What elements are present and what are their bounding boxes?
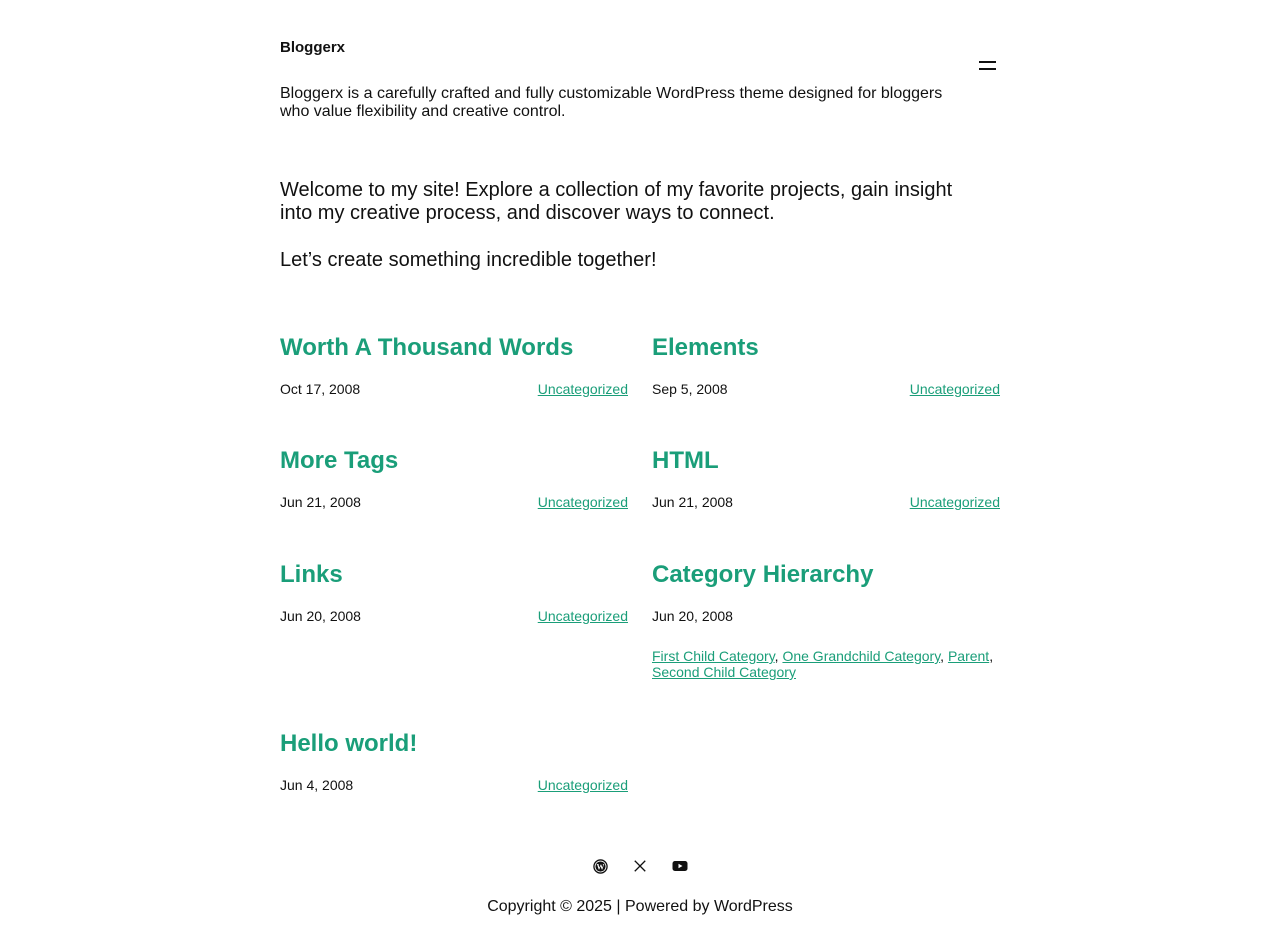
- intro-paragraph: Let’s create something incredible together!: [280, 249, 657, 271]
- post-category-link[interactable]: Uncategorized: [537, 777, 628, 793]
- social-links: [0, 858, 1280, 874]
- intro-paragraph: Welcome to my site! Explore a collection of my favorite projects, gain insight into my creative process, and discover ways to connect.: [280, 179, 953, 224]
- post-title-link[interactable]: Worth A Thousand Words: [280, 334, 574, 361]
- post-date: Jun 20, 2008: [280, 608, 361, 624]
- post-categories: First Child Category, One Grandchild Category, Parent, Second Child Category: [652, 648, 994, 680]
- post-date: Jun 21, 2008: [652, 494, 733, 510]
- post-category-link[interactable]: One Grandchild Category: [782, 648, 941, 664]
- post-card: [280, 730, 628, 793]
- post-category-link[interactable]: Uncategorized: [909, 381, 1000, 397]
- post-category-link[interactable]: Uncategorized: [537, 608, 628, 624]
- post-title-link[interactable]: More Tags: [280, 447, 399, 474]
- post-title-link[interactable]: Elements: [652, 334, 759, 361]
- post-category-link[interactable]: Uncategorized: [909, 494, 1000, 510]
- post-card: [280, 561, 628, 624]
- site-tagline: Bloggerx is a carefully crafted and fully customizable WordPress theme designed for bloggers who value flexibility and creative control.: [280, 85, 943, 120]
- hamburger-icon: [979, 61, 996, 63]
- post-title-link[interactable]: HTML: [652, 447, 719, 474]
- post-card: [280, 334, 628, 397]
- post-date: Jun 21, 2008: [280, 494, 361, 510]
- svg-text:W: W: [596, 861, 604, 871]
- post-date: Sep 5, 2008: [652, 381, 728, 397]
- post-category-link[interactable]: Uncategorized: [537, 494, 628, 510]
- site-title[interactable]: Bloggerx: [280, 39, 346, 56]
- post-category-link[interactable]: Uncategorized: [537, 381, 628, 397]
- post-category-link[interactable]: Parent: [947, 648, 990, 664]
- menu-toggle-button[interactable]: [977, 57, 999, 73]
- footer-credits: Copyright © 2025 | Powered by WordPress: [487, 898, 793, 915]
- post-card: [652, 447, 1000, 510]
- post-card: [280, 447, 628, 510]
- post-date: Jun 20, 2008: [652, 608, 733, 624]
- post-category-link[interactable]: First Child Category: [652, 648, 775, 664]
- post-title-link[interactable]: Hello world!: [280, 730, 418, 757]
- wordpress-icon[interactable]: [592, 858, 608, 874]
- post-title-link[interactable]: Category Hierarchy: [652, 561, 874, 588]
- post-card: [652, 334, 1000, 397]
- post-card: [652, 561, 1000, 680]
- post-date: Jun 4, 2008: [280, 777, 354, 793]
- x-icon[interactable]: [632, 858, 648, 874]
- youtube-icon[interactable]: [672, 858, 688, 874]
- post-title-link[interactable]: Links: [280, 561, 343, 588]
- post-category-link[interactable]: Second Child Category: [652, 664, 796, 680]
- intro-text: [280, 179, 970, 272]
- post-date: Oct 17, 2008: [280, 381, 361, 397]
